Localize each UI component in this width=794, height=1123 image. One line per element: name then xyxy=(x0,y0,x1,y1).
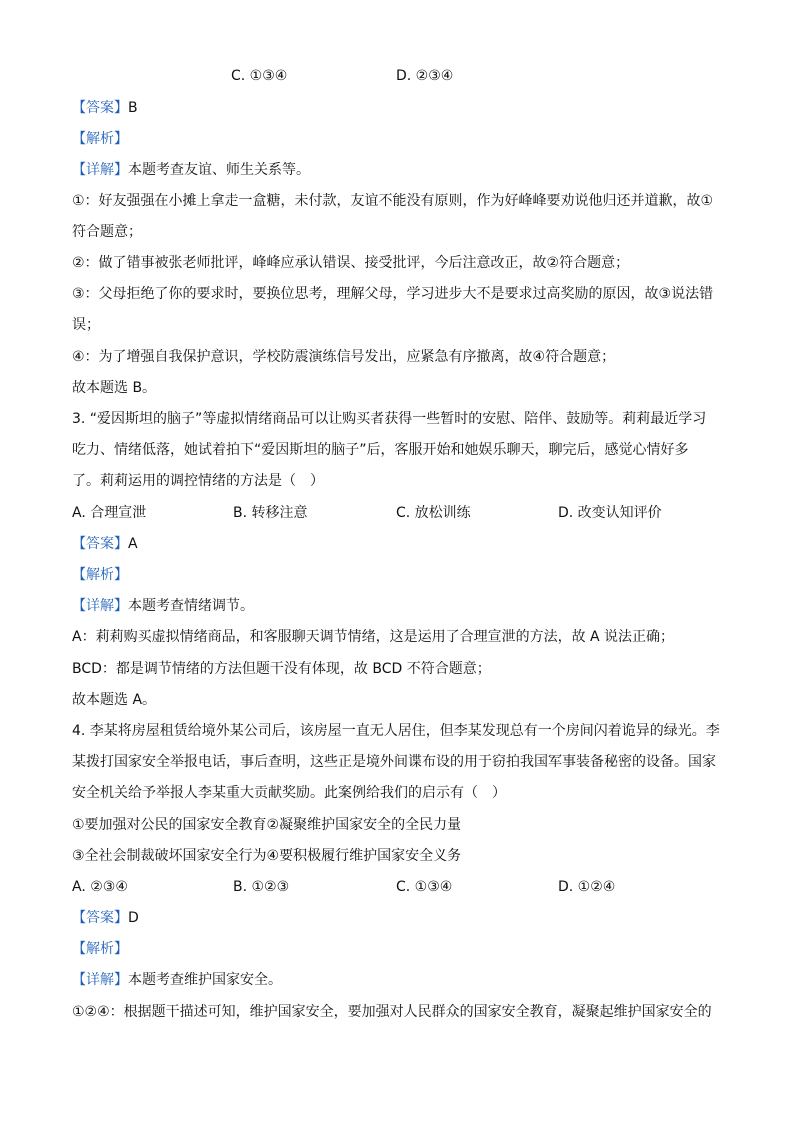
question-4-line: ①要加强对公民的国家安全教育②凝聚维护国家安全的全民力量 xyxy=(72,817,462,833)
paragraph-line: 故本题选 B。 xyxy=(72,380,157,396)
question-3-line: 吃力、情绪低落，她试着拍下“爱因斯坦的脑子”后，客服开始和她娱乐聊天，聊完后，感觉心情好多 xyxy=(72,442,689,458)
analysis-tag: 【解析】 xyxy=(72,131,128,147)
paragraph-line: ④：为了增强自我保护意识，学校防震演练信号发出，应紧急有序撤离，故④符合题意； xyxy=(72,349,616,365)
answer-tag: 【答案】 xyxy=(72,910,128,926)
question-4-line: 安全机关给予举报人李某重大贡献奖励。此案例给我们的启示有（ ） xyxy=(72,785,506,801)
answer-value: A xyxy=(128,536,138,552)
q4-option-c: C. ①③④ xyxy=(396,879,453,895)
detail-text: 本题考查情绪调节。 xyxy=(128,598,254,614)
answer-2 xyxy=(72,98,138,118)
question-4-line: ③全社会制裁破坏国家安全行为④要积极履行维护国家安全义务 xyxy=(72,848,462,864)
question-4-line: 4. 李某将房屋租赁给境外某公司后，该房屋一直无人居住，但李某发现总有一个房间闪着诡异的绿光。李 xyxy=(72,723,720,739)
q3-option-b: B. 转移注意 xyxy=(233,505,308,521)
detail-2 xyxy=(72,160,310,180)
paragraph-line: 符合题意； xyxy=(72,224,142,240)
analysis-tag: 【解析】 xyxy=(72,941,128,957)
detail-text: 本题考查友谊、师生关系等。 xyxy=(128,162,310,178)
detail-3 xyxy=(72,596,254,616)
detail-text: 本题考查维护国家安全。 xyxy=(128,972,282,988)
answer-3 xyxy=(72,534,138,554)
q3-option-a: A. 合理宣泄 xyxy=(72,505,147,521)
q3-option-c: C. 放松训练 xyxy=(396,505,471,521)
question-3-line: 了。莉莉运用的调控情绪的方法是（ ） xyxy=(72,473,324,489)
q4-option-d: D. ①②④ xyxy=(558,879,616,895)
detail-tag: 【详解】 xyxy=(72,972,128,988)
q2-option-c: C. ①③④ xyxy=(231,68,288,84)
q4-option-a: A. ②③④ xyxy=(72,879,128,895)
paragraph-line: A：莉莉购买虚拟情绪商品，和客服聊天调节情绪，这是运用了合理宣泄的方法，故 A 说法正确； xyxy=(72,629,675,645)
answer-tag: 【答案】 xyxy=(72,100,128,116)
analysis-tag: 【解析】 xyxy=(72,567,128,583)
paragraph-line: ①：好友强强在小摊上拿走一盒糖，未付款，友谊不能没有原则，作为好峰峰要劝说他归还并道歉，故① xyxy=(72,193,714,209)
answer-4 xyxy=(72,908,139,928)
question-4-line: 某拨打国家安全举报电话，事后查明，这些正是境外间谍布设的用于窃拍我国军事装备秘密的设备。国家 xyxy=(72,754,716,770)
paragraph-line: BCD：都是调节情绪的方法但题干没有体现，故 BCD 不符合题意； xyxy=(72,661,491,677)
detail-tag: 【详解】 xyxy=(72,598,128,614)
paragraph-line: ①②④：根据题干描述可知，维护国家安全，要加强对人民群众的国家安全教育，凝聚起维护国家安全的 xyxy=(72,1004,712,1020)
question-3-line: 3. “爱因斯坦的脑子”等虚拟情绪商品可以让购买者获得一些暂时的安慰、陪伴、鼓励等。莉莉最近学习 xyxy=(72,411,707,427)
answer-value: B xyxy=(128,100,138,116)
answer-tag: 【答案】 xyxy=(72,536,128,552)
detail-tag: 【详解】 xyxy=(72,162,128,178)
paragraph-line: 故本题选 A。 xyxy=(72,692,157,708)
q2-option-d: D. ②③④ xyxy=(396,68,454,84)
paragraph-line: 误； xyxy=(72,317,100,333)
q3-option-d: D. 改变认知评价 xyxy=(558,505,662,521)
answer-value: D xyxy=(128,910,139,926)
q4-option-b: B. ①②③ xyxy=(233,879,290,895)
paragraph-line: ②：做了错事被张老师批评，峰峰应承认错误、接受批评，今后注意改正，故②符合题意； xyxy=(72,255,630,271)
paragraph-line: ③：父母拒绝了你的要求时，要换位思考，理解父母，学习进步大不是要求过高奖励的原因，故③说法错 xyxy=(72,286,714,302)
detail-4 xyxy=(72,970,282,990)
